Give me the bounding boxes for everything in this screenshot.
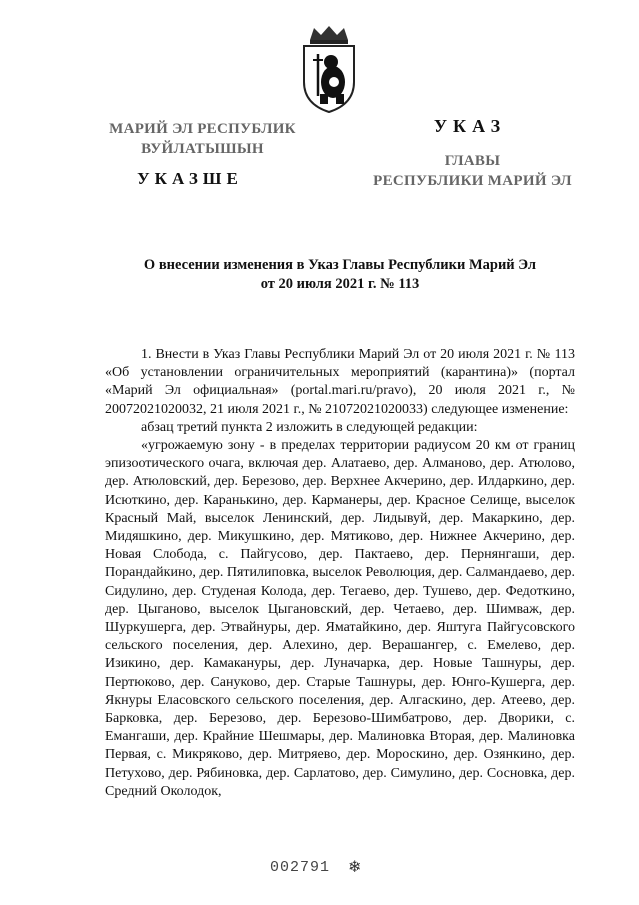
paragraph-2: абзац третий пункта 2 изложить в следующей редакции: (141, 419, 478, 435)
left-header-line1: МАРИЙ ЭЛ РЕСПУБЛИК (109, 121, 296, 137)
snowflake-icon: ❄ (348, 859, 362, 876)
document-body (105, 346, 575, 801)
coat-of-arms-emblem (296, 24, 362, 114)
paragraph-1: 1. Внести в Указ Главы Республики Марий Эл от 20 июля 2021 г. № 113 «Об установлении ограничительных мероприятий (карантина)» (портал «Марий Эл официальная» (portal.mari.ru/pravo), 20 июля 2021 г., № 20072021020032, 21 июля 2021 г., № 21072021020033) следующее изменение: (105, 347, 575, 417)
right-header-line2: РЕСПУБЛИКИ МАРИЙ ЭЛ (373, 173, 572, 189)
serial-number: 002791 (270, 859, 331, 876)
title-line1: О внесении изменения в Указ Главы Республики Марий Эл (143, 257, 537, 273)
right-header-line1: ГЛАВЫ (444, 153, 501, 169)
left-doc-type: УКАЗШЕ (137, 169, 243, 188)
left-header-line2: ВУЙЛАТЫШЫН (141, 141, 264, 157)
right-doc-type: УКАЗ (433, 116, 507, 136)
title-line2: от 20 июля 2021 г. № 113 (260, 276, 420, 292)
paragraph-3: «угрожаемую зону - в пределах территории радиусом 20 км от границ эпизоотического очага, включая дер. Алатаево, дер. Алманово, дер. Атюлово, дер. Атюловский, дер. Березово, дер. Верхнее Акчерино, дер. Илдаркино, дер. Исюткино, дер. Каранькино, дер. Карманеры, дер. Красное Селище, выселок Красный Май, выселок Ленинский, дер. Лидывуй, дер. Макаркино, дер. Мидяшкино, дер. Микушкино, дер. Мятиково, дер. Нижнее Акчерино, дер. Новая Слобода, с. Пайгусово, дер. Пактаево, дер. Пернянгаши, дер. Порандайкино, дер. Пятилиповка, выселок Революция, дер. Салмандаево, дер. Сидулино, дер. Студеная Колода, дер. Тегаево, дер. Тушево, дер. Федоткино, дер. Цыганово, выселок Цыгановский, дер. Четаево, дер. Шимваж, дер. Шуркушерга, дер. Этвайнуры, дер. Яматайкино, дер. Яштуга Пайгусовского сельского поселения, дер. Алехино, дер. Верашангер, с. Емелево, дер. Изикино, дер. Камакануры, дер. Луначарка, дер. Новые Ташнуры, дер. Пертюково, дер. Сануково, дер. Старые Ташнуры, дер. Юнго-Кушерга, дер. Якнуры Еласовского сельского поселения, дер. Алгаскино, дер. Атеево, дер. Барковка, дер. Березово, дер. Березово-Шимбатрово, дер. Дворики, с. Емангаши, дер. Крайние Шешмары, дер. Малиновка Вторая, дер. Малиновка Первая, с. Микряково, дер. Митряево, дер. Мороскино, дер. Озянкино, дер. Петухово, дер. Рябиновка, дер. Сарлатово, дер. Симулино, дер. Сосновка, дер. Средний Околодок, (105, 438, 575, 799)
document-title (90, 256, 590, 294)
